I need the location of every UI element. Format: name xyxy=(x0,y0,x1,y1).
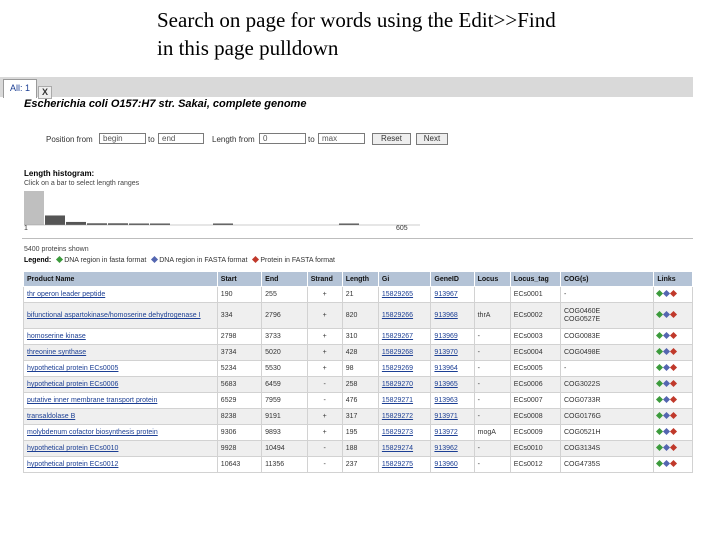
table-row xyxy=(24,329,693,345)
column-header[interactable]: Gi xyxy=(378,272,431,287)
next-button[interactable]: Next xyxy=(416,133,448,145)
cell-links xyxy=(654,425,693,441)
cell-end: 255 xyxy=(262,287,308,303)
cell-locus: - xyxy=(474,361,510,377)
column-header[interactable]: Start xyxy=(217,272,261,287)
cell-name[interactable]: hypothetical protein ECs0006 xyxy=(24,377,218,393)
column-header[interactable]: Strand xyxy=(307,272,342,287)
cell-end: 10494 xyxy=(262,441,308,457)
cell-end: 5020 xyxy=(262,345,308,361)
cell-strand: - xyxy=(307,377,342,393)
cell-length: 820 xyxy=(342,303,378,329)
protein-fasta-icon[interactable] xyxy=(670,460,677,467)
table-row xyxy=(24,393,693,409)
cell-locus-tag: ECs0006 xyxy=(510,377,560,393)
cell-locus: thrA xyxy=(474,303,510,329)
cell-name[interactable]: threonine synthase xyxy=(24,345,218,361)
cell-start: 8238 xyxy=(217,409,261,425)
cell-name[interactable]: bifunctional aspartokinase/homoserine dehydrogenase I xyxy=(24,303,218,329)
cog-value[interactable]: COG3022S xyxy=(564,380,601,388)
cell-strand: + xyxy=(307,345,342,361)
cell-cog[interactable] xyxy=(561,361,654,377)
histogram-bar[interactable] xyxy=(66,222,86,225)
column-header[interactable]: End xyxy=(262,272,308,287)
length-histogram[interactable] xyxy=(22,190,422,226)
cell-links xyxy=(654,345,693,361)
cell-strand: + xyxy=(307,303,342,329)
cell-start: 10643 xyxy=(217,457,261,473)
protein-fasta-icon[interactable] xyxy=(670,364,677,371)
cell-cog[interactable] xyxy=(561,425,654,441)
legend-item-1: DNA region in fasta format xyxy=(64,257,147,264)
legend-item-3: Protein in FASTA format xyxy=(260,257,335,264)
cell-name[interactable]: thr operon leader peptide xyxy=(24,287,218,303)
length-to-label: to xyxy=(308,135,315,144)
cell-gi[interactable]: 15829274 xyxy=(378,441,431,457)
cell-links xyxy=(654,393,693,409)
cell-start: 9928 xyxy=(217,441,261,457)
cell-cog[interactable] xyxy=(561,377,654,393)
cell-geneid[interactable]: 913962 xyxy=(431,441,474,457)
cell-cog[interactable] xyxy=(561,329,654,345)
cell-geneid[interactable]: 913965 xyxy=(431,377,474,393)
column-header[interactable]: Length xyxy=(342,272,378,287)
cell-locus-tag: ECs0012 xyxy=(510,457,560,473)
length-to-input[interactable] xyxy=(318,133,365,144)
cell-links xyxy=(654,409,693,425)
cell-locus-tag: ECs0003 xyxy=(510,329,560,345)
cell-geneid[interactable]: 913972 xyxy=(431,425,474,441)
reset-button[interactable]: Reset xyxy=(372,133,411,145)
position-to-label: to xyxy=(148,135,155,144)
cell-gi[interactable]: 15829266 xyxy=(378,303,431,329)
table-header-row xyxy=(24,272,693,287)
histogram-subtitle: Click on a bar to select length ranges xyxy=(24,180,140,187)
cell-end: 11356 xyxy=(262,457,308,473)
cell-end: 9191 xyxy=(262,409,308,425)
cell-gi[interactable]: 15829272 xyxy=(378,409,431,425)
cell-locus-tag: ECs0004 xyxy=(510,345,560,361)
cell-geneid[interactable]: 913963 xyxy=(431,393,474,409)
cell-locus-tag: ECs0001 xyxy=(510,287,560,303)
cell-cog[interactable] xyxy=(561,303,654,329)
cell-start: 5683 xyxy=(217,377,261,393)
cell-length: 237 xyxy=(342,457,378,473)
cell-end: 5530 xyxy=(262,361,308,377)
cell-gi[interactable]: 15829267 xyxy=(378,329,431,345)
length-label: Length from xyxy=(212,135,255,144)
protein-fasta-icon[interactable] xyxy=(670,444,677,451)
caption-line-1: Search on page for words using the Edit>>Find xyxy=(157,8,556,32)
cog-value[interactable]: COG0083E xyxy=(564,332,601,340)
cell-start: 334 xyxy=(217,303,261,329)
column-header[interactable]: Links xyxy=(654,272,693,287)
cog-value[interactable]: - xyxy=(564,364,567,372)
cell-geneid[interactable]: 913960 xyxy=(431,457,474,473)
cell-locus xyxy=(474,287,510,303)
cell-links xyxy=(654,329,693,345)
cell-links xyxy=(654,287,693,303)
cog-value[interactable]: - xyxy=(564,290,567,298)
cell-length: 317 xyxy=(342,409,378,425)
table-row xyxy=(24,303,693,329)
legend-item-2: DNA region in FASTA format xyxy=(159,257,248,264)
cell-cog[interactable] xyxy=(561,287,654,303)
length-from-input[interactable] xyxy=(259,133,306,144)
cell-links xyxy=(654,303,693,329)
cell-length: 258 xyxy=(342,377,378,393)
table-row xyxy=(24,345,693,361)
cell-strand: + xyxy=(307,361,342,377)
cog-value[interactable]: COG0460E xyxy=(564,307,601,315)
cell-locus-tag: ECs0009 xyxy=(510,425,560,441)
cell-end: 9893 xyxy=(262,425,308,441)
instruction-caption xyxy=(157,6,677,62)
histogram-bar[interactable] xyxy=(24,191,44,225)
cell-length: 476 xyxy=(342,393,378,409)
table-row xyxy=(24,441,693,457)
histogram-bar[interactable] xyxy=(108,223,128,225)
cell-cog[interactable] xyxy=(561,457,654,473)
histogram-bar[interactable] xyxy=(45,215,65,225)
cell-name[interactable]: hypothetical protein ECs0012 xyxy=(24,457,218,473)
cog-value[interactable]: COG0498E xyxy=(564,348,601,356)
cell-strand: + xyxy=(307,329,342,345)
cell-locus: - xyxy=(474,377,510,393)
histogram-axis-min: 1 xyxy=(24,225,28,232)
cell-length: 188 xyxy=(342,441,378,457)
table-row xyxy=(24,361,693,377)
cell-length: 428 xyxy=(342,345,378,361)
cell-strand: - xyxy=(307,441,342,457)
histogram-bar[interactable] xyxy=(87,223,107,225)
cell-cog[interactable] xyxy=(561,345,654,361)
cell-length: 310 xyxy=(342,329,378,345)
protein-fasta-icon xyxy=(252,256,259,263)
protein-fasta-icon[interactable] xyxy=(670,428,677,435)
cog-value[interactable]: COG0527E xyxy=(564,315,601,323)
cog-value[interactable]: COG0521H xyxy=(564,428,601,436)
cell-links xyxy=(654,361,693,377)
column-header[interactable]: Product Name xyxy=(24,272,218,287)
position-to-input[interactable] xyxy=(158,133,204,144)
close-tab-icon[interactable]: X xyxy=(38,86,52,99)
divider xyxy=(22,238,693,239)
cell-gi[interactable]: 15829275 xyxy=(378,457,431,473)
cell-locus: - xyxy=(474,441,510,457)
cell-gi[interactable]: 15829271 xyxy=(378,393,431,409)
histogram-title: Length histogram: xyxy=(24,169,95,178)
cog-value[interactable]: COG4735S xyxy=(564,460,601,468)
column-header[interactable]: Locus xyxy=(474,272,510,287)
position-label: Position from xyxy=(46,135,93,144)
protein-fasta-icon[interactable] xyxy=(670,396,677,403)
cell-length: 21 xyxy=(342,287,378,303)
cell-locus-tag: ECs0010 xyxy=(510,441,560,457)
cell-locus: - xyxy=(474,345,510,361)
cell-start: 9306 xyxy=(217,425,261,441)
cell-locus-tag: ECs0005 xyxy=(510,361,560,377)
table-row xyxy=(24,377,693,393)
shown-count: 5400 proteins shown xyxy=(24,246,89,253)
protein-fasta-icon[interactable] xyxy=(670,311,677,318)
cell-name[interactable]: hypothetical protein ECs0005 xyxy=(24,361,218,377)
cell-locus-tag: ECs0007 xyxy=(510,393,560,409)
cell-locus: - xyxy=(474,409,510,425)
cell-gi[interactable]: 15829268 xyxy=(378,345,431,361)
cell-strand: + xyxy=(307,409,342,425)
cell-name[interactable]: molybdenum cofactor biosynthesis protein xyxy=(24,425,218,441)
cog-value[interactable]: COG3134S xyxy=(564,444,601,452)
legend xyxy=(24,257,335,264)
cell-gi[interactable]: 15829269 xyxy=(378,361,431,377)
cell-geneid[interactable]: 913964 xyxy=(431,361,474,377)
cell-geneid[interactable]: 913971 xyxy=(431,409,474,425)
cell-cog[interactable] xyxy=(561,393,654,409)
cell-cog[interactable] xyxy=(561,441,654,457)
protein-fasta-icon[interactable] xyxy=(670,290,677,297)
cell-locus-tag: ECs0008 xyxy=(510,409,560,425)
cell-locus-tag: ECs0002 xyxy=(510,303,560,329)
column-header[interactable]: Locus_tag xyxy=(510,272,560,287)
cell-end: 2796 xyxy=(262,303,308,329)
cell-name[interactable]: hypothetical protein ECs0010 xyxy=(24,441,218,457)
cell-locus: - xyxy=(474,329,510,345)
legend-label: Legend: xyxy=(24,257,52,264)
table-row xyxy=(24,457,693,473)
cell-length: 195 xyxy=(342,425,378,441)
cell-strand: + xyxy=(307,287,342,303)
dna-fasta-icon xyxy=(56,256,63,263)
protein-fasta-icon[interactable] xyxy=(670,380,677,387)
position-from-input[interactable] xyxy=(99,133,146,144)
table-row xyxy=(24,409,693,425)
cell-gi[interactable]: 15829273 xyxy=(378,425,431,441)
cell-name[interactable]: transaldolase B xyxy=(24,409,218,425)
cell-end: 6459 xyxy=(262,377,308,393)
page-title: Escherichia coli O157:H7 str. Sakai, complete genome xyxy=(24,98,307,110)
tab-bar xyxy=(0,77,693,97)
cell-geneid[interactable]: 913968 xyxy=(431,303,474,329)
protein-fasta-icon[interactable] xyxy=(670,332,677,339)
cell-start: 5234 xyxy=(217,361,261,377)
dna-region-icon xyxy=(151,256,158,263)
caption-line-2: in this page pulldown xyxy=(157,36,339,60)
protein-fasta-icon[interactable] xyxy=(670,412,677,419)
cell-gi[interactable]: 15829265 xyxy=(378,287,431,303)
cell-start: 3734 xyxy=(217,345,261,361)
cell-end: 7959 xyxy=(262,393,308,409)
cell-name[interactable]: putative inner membrane transport protein xyxy=(24,393,218,409)
cell-locus: - xyxy=(474,457,510,473)
cell-locus: - xyxy=(474,393,510,409)
cell-locus: mogA xyxy=(474,425,510,441)
cell-links xyxy=(654,377,693,393)
protein-table xyxy=(23,271,693,473)
cell-geneid[interactable]: 913967 xyxy=(431,287,474,303)
column-header[interactable]: GeneID xyxy=(431,272,474,287)
column-header[interactable]: COG(s) xyxy=(561,272,654,287)
cell-end: 3733 xyxy=(262,329,308,345)
cell-geneid[interactable]: 913969 xyxy=(431,329,474,345)
cell-geneid[interactable]: 913970 xyxy=(431,345,474,361)
cog-value[interactable]: COG0176G xyxy=(564,412,601,420)
histogram-axis-max: 605 xyxy=(396,225,408,232)
cog-value[interactable]: COG0733R xyxy=(564,396,601,404)
tab-all[interactable]: All: 1 xyxy=(3,79,37,98)
cell-strand: - xyxy=(307,457,342,473)
cell-start: 190 xyxy=(217,287,261,303)
cell-strand: - xyxy=(307,393,342,409)
cell-gi[interactable]: 15829270 xyxy=(378,377,431,393)
table-row xyxy=(24,287,693,303)
table-row xyxy=(24,425,693,441)
cell-strand: + xyxy=(307,425,342,441)
cell-name[interactable]: homoserine kinase xyxy=(24,329,218,345)
cell-cog[interactable] xyxy=(561,409,654,425)
protein-fasta-icon[interactable] xyxy=(670,348,677,355)
cell-start: 2798 xyxy=(217,329,261,345)
cell-start: 6529 xyxy=(217,393,261,409)
cell-length: 98 xyxy=(342,361,378,377)
cell-links xyxy=(654,441,693,457)
cell-links xyxy=(654,457,693,473)
